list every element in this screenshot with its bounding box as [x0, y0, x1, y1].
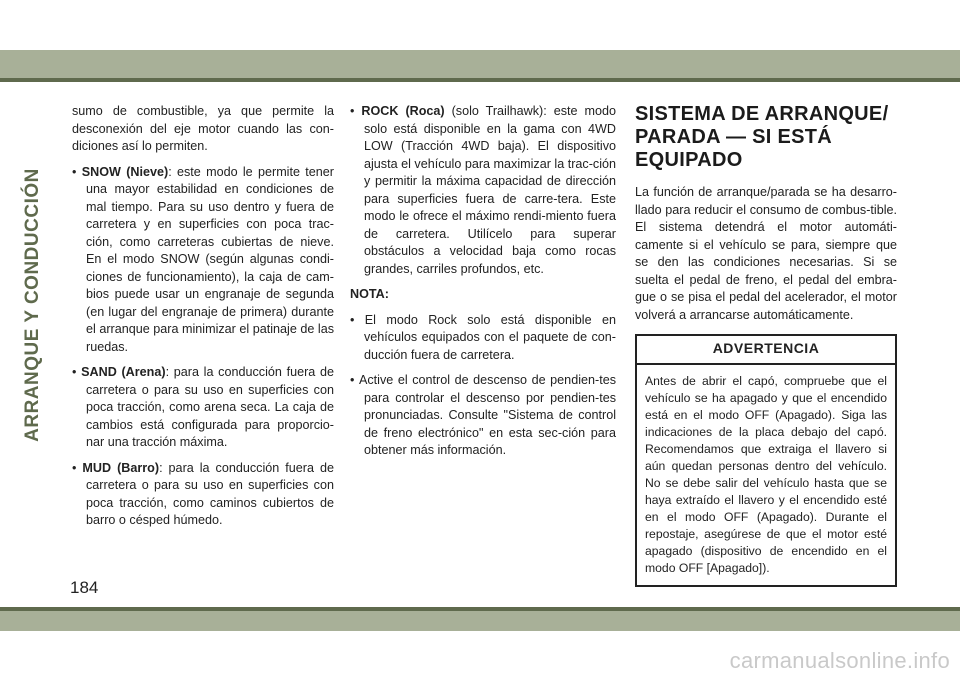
- desc-rock: (solo Trailhawk): este modo solo está disponible en la gama con 4WD LOW (Tracción 4WD baja). El dispositivo ajusta el vehículo para maximizar la trac-ción y permitir la máxima capacidad de dirección para superficies fuera de carre-tera. Este modo le ofrece el máximo rendi-miento fuera de carretera. Utilícelo para superar obstáculos a velocidad baja como rocas grandes, carriles profundos, etc.: [364, 104, 616, 276]
- header-band-rule: [0, 78, 960, 82]
- list-item-rock: • ROCK (Roca) (solo Trailhawk): este modo solo está disponible en la gama con 4WD LOW (Tracción 4WD baja). El dispositivo ajusta el vehículo para maximizar la trac-ción y permitir la máxima capacidad de dirección para superficies fuera de carre-tera. Este modo le ofrece el máximo rendi-miento fuera de carretera. Utilícelo para superar obstáculos a velocidad baja como rocas grandes, carriles profundos, etc.: [350, 104, 616, 276]
- page-number: 184: [70, 578, 99, 597]
- list-item-snow: • SNOW (Nieve): este modo le permite tener una mayor estabilidad en condiciones de mal tiempo. Para su uso dentro y fuera de carretera y en superficies con poca trac-ción, como carreteras cubiertas de nieve. En el modo SNOW (según algunas condi-ciones de funcionamiento), la caja de cam-bios puede usar un engranaje de segunda (en lugar del engranaje de primera) durante el arranque para minimizar el patinaje de las ruedas.: [72, 164, 334, 354]
- desc-snow: : este modo le permite tener una mayor estabilidad en condiciones de mal tiempo. Para su uso dentro y fuera de carretera y en superficies con poca trac-ción, como carreteras cubiertas de nieve. En el modo SNOW (según algunas condi-ciones de funcionamiento), la caja de cam-bios puede usar un engranaje de segunda (en lugar del engranaje de primera) durante el arranque para minimizar el patinaje de las ruedas.: [86, 164, 334, 354]
- term-snow: SNOW (Nieve): [81, 164, 169, 179]
- note-item: • Active el control de descenso de pendien-tes para controlar el descenso por pendien-tes pronunciadas. Consulte "Sistema de control de freno electrónico" en esta sec-ción para obtener más información.: [350, 373, 616, 457]
- paragraph-stop-start: La función de arranque/parada se ha desarro-llado para reducir el consumo de combus-tible. El sistema detendrá el motor automáti-camente si el vehículo se para, siempre que se den las condiciones necesarias. Si se suelta el pedal de freno, el pedal del embra-gue o se pisa el pedal del acelerador, el motor volverá a arrancarse automáticamente.: [635, 185, 897, 322]
- note-item: • El modo Rock solo está disponible en vehículos equipados con el paquete de con-ducción fuera de carretera.: [350, 312, 616, 362]
- column-1: [72, 103, 334, 538]
- desc-mud: : para la conducción fuera de carretera o para su uso en superficies con poca tracción, como caminos cubiertos de barro o césped húmedo.: [86, 460, 334, 527]
- list-item-mud: • MUD (Barro): para la conducción fuera de carretera o para su uso en superficies con poca tracción, como caminos cubiertos de barro o césped húmedo.: [72, 460, 334, 527]
- warning-box: [635, 334, 897, 587]
- section-heading: SISTEMA DE ARRANQUE/ PARADA — SI ESTÁ EQUIPADO: [635, 103, 889, 171]
- paragraph-intro: sumo de combustible, ya que permite la desconexión del eje motor cuando las con-diciones así lo permiten.: [72, 104, 334, 153]
- list-item-sand: • SAND (Arena): para la conducción fuera de carretera o para su uso en superficies con poca tracción, como arena seca. La caja de cambios está configurada para proporcio-nar una tracción máxima.: [72, 365, 334, 449]
- term-mud: MUD (Barro): [82, 460, 160, 475]
- footer-band: [0, 611, 960, 631]
- note-text-2: Active el control de descenso de pendien-tes para controlar el descenso por pendien-tes pronunciadas. Consulte "Sistema de control de freno electrónico" en esta sec-ción para obtener más información.: [358, 373, 616, 457]
- column-2: [350, 103, 616, 468]
- note-text-1: El modo Rock solo está disponible en vehículos equipados con el paquete de con-ducción fuera de carretera.: [364, 312, 616, 362]
- term-sand: SAND (Arena): [81, 365, 166, 379]
- desc-sand: : para la conducción fuera de carretera o para su uso en superficies con poca tracción, como arena seca. La caja de cambios está configurada para proporcio-nar una tracción máxima.: [86, 365, 334, 449]
- top-margin: [0, 0, 960, 38]
- term-rock: ROCK (Roca): [361, 104, 445, 118]
- column-3: [635, 103, 897, 587]
- section-tab: [22, 95, 52, 515]
- watermark: carmanualsonline.info: [729, 648, 950, 673]
- warning-title: ADVERTENCIA: [637, 336, 895, 365]
- warning-text: Antes de abrir el capó, compruebe que el vehículo se ha apagado y que el encendido está en el modo OFF (Apagado). Siga las indicaciones de la placa debajo del capó. Recomendamos que extraiga el llavero si aún quedan personas dentro del vehículo. No se debe salir del vehículo hasta que se haya extraído el llavero y el encendido esté en el modo OFF (Apagado). Durante el repostaje, asegúrese de que el motor esté apagado (dispositivo de encendido en el modo OFF [Apagado]).: [645, 373, 887, 575]
- note-title: NOTA:: [350, 287, 389, 301]
- section-label: ARRANQUE Y CONDUCCIÓN: [22, 168, 43, 442]
- header-band: [0, 50, 960, 78]
